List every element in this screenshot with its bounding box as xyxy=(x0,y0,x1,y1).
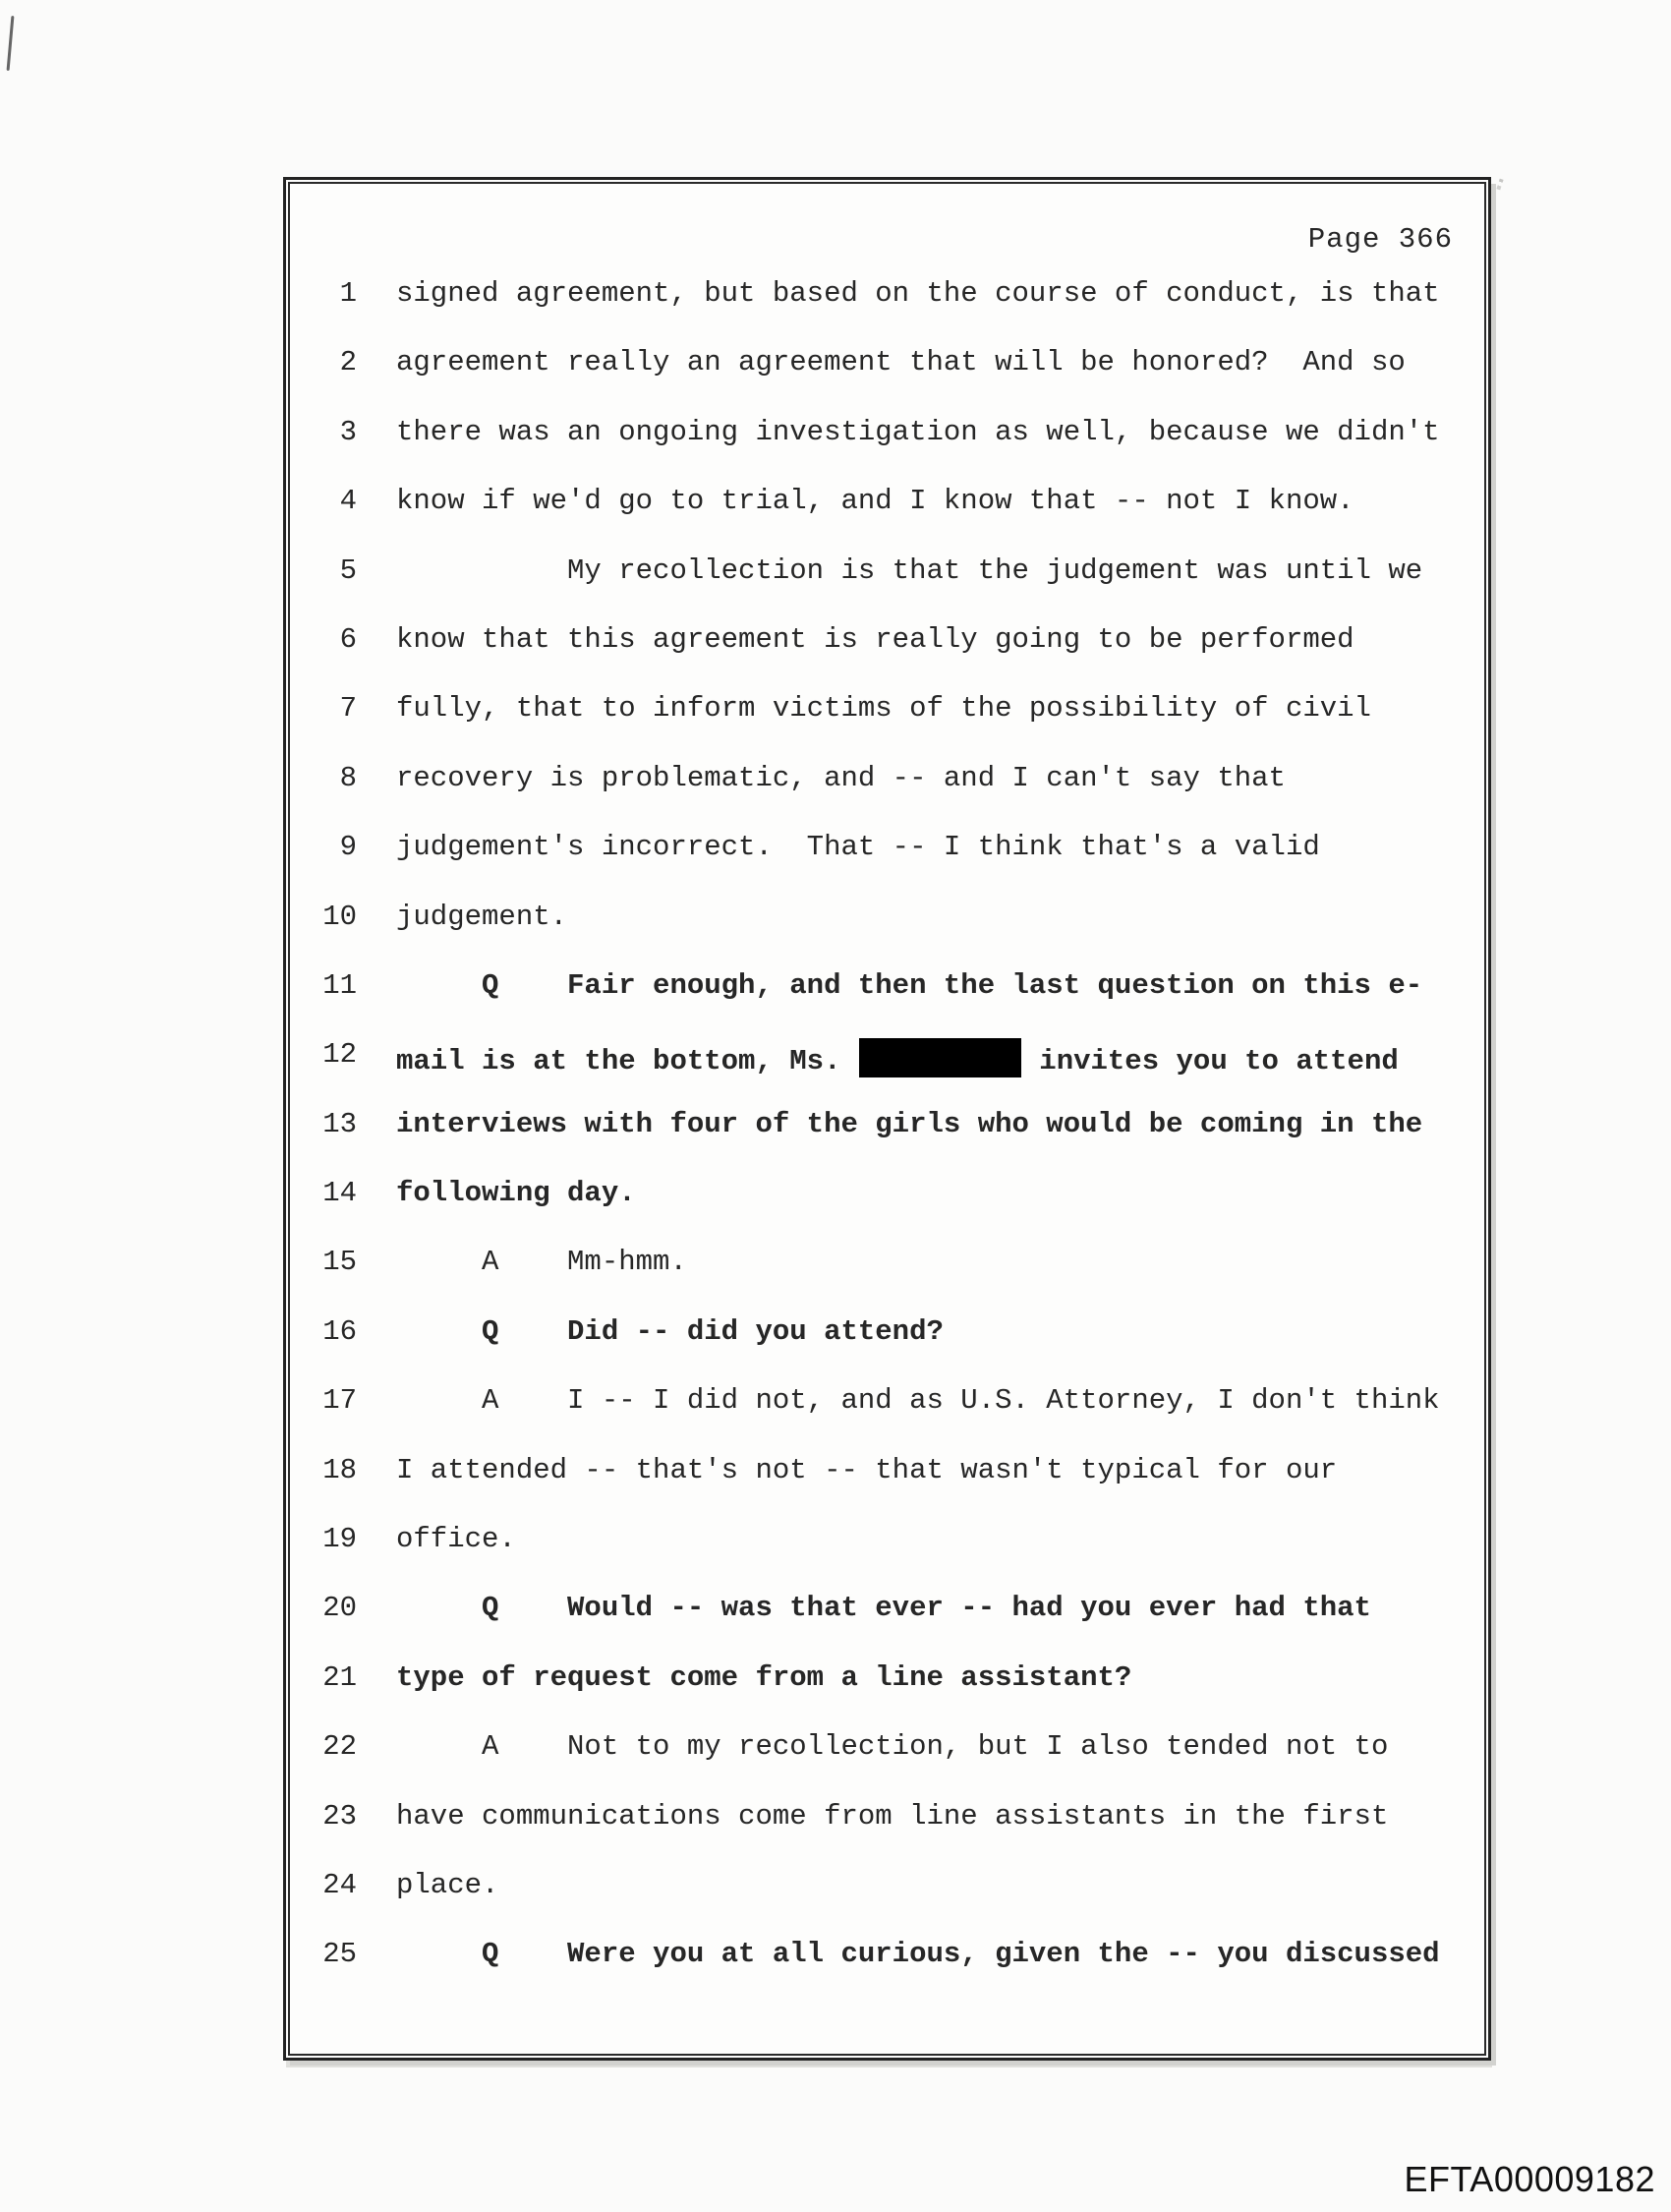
line-text: place. xyxy=(396,1868,499,1901)
line-number: 20 xyxy=(322,1592,357,1625)
line-number: 3 xyxy=(339,415,357,448)
transcript-line xyxy=(289,1177,1485,1246)
line-text: A Mm-hmm. xyxy=(396,1246,687,1279)
line-number: 8 xyxy=(339,761,357,794)
line-number: 16 xyxy=(322,1314,357,1348)
transcript-line xyxy=(289,277,1485,346)
line-text: I attended -- that's not -- that wasn't typical for our xyxy=(396,1453,1338,1486)
transcript-line xyxy=(289,1384,1485,1453)
transcript-line xyxy=(289,1800,1485,1869)
line-number: 17 xyxy=(322,1384,357,1418)
line-text: mail is at the bottom, Ms. invites you to attend xyxy=(396,1038,1399,1078)
line-number: 5 xyxy=(339,553,357,587)
transcript-line xyxy=(289,1730,1485,1799)
line-text: Q Were you at all curious, given the -- you discussed xyxy=(396,1938,1440,1971)
transcript-line xyxy=(289,831,1485,900)
line-number: 9 xyxy=(339,831,357,864)
transcript-line xyxy=(289,554,1485,623)
line-text: A I -- I did not, and as U.S. Attorney, I don't think xyxy=(396,1384,1440,1418)
line-number: 12 xyxy=(322,1038,357,1072)
line-number: 4 xyxy=(339,485,357,518)
line-number: 6 xyxy=(339,622,357,656)
line-text: judgement's incorrect. That -- I think that's a valid xyxy=(396,831,1320,864)
line-text: interviews with four of the girls who would be coming in the xyxy=(396,1107,1423,1140)
transcript-line xyxy=(289,1246,1485,1314)
transcript-line xyxy=(289,416,1485,485)
line-number: 23 xyxy=(322,1799,357,1833)
transcript-page-frame xyxy=(283,177,1491,2061)
line-number: 2 xyxy=(339,346,357,379)
transcript-line xyxy=(289,1038,1485,1107)
transcript-line xyxy=(289,1523,1485,1592)
line-text: type of request come from a line assistant? xyxy=(396,1660,1132,1694)
line-text: Q Would -- was that ever -- had you ever had that xyxy=(396,1592,1371,1625)
line-text: My recollection is that the judgement was until we xyxy=(396,553,1423,587)
line-text: know if we'd go to trial, and I know that -- not I know. xyxy=(396,485,1354,518)
line-text: Q Did -- did you attend? xyxy=(396,1314,944,1348)
line-number: 1 xyxy=(339,277,357,310)
transcript-line xyxy=(289,1108,1485,1177)
line-text: judgement. xyxy=(396,900,568,933)
transcript-line xyxy=(289,1938,1485,2007)
scan-speck xyxy=(1496,179,1503,191)
line-text: A Not to my recollection, but I also tended not to xyxy=(396,1730,1389,1764)
line-number: 7 xyxy=(339,692,357,726)
line-number: 14 xyxy=(322,1177,357,1210)
transcript-line xyxy=(289,1592,1485,1660)
transcript-line xyxy=(289,1454,1485,1523)
line-number: 15 xyxy=(322,1246,357,1279)
redaction-box xyxy=(859,1038,1021,1077)
line-text: fully, that to inform victims of the possibility of civil xyxy=(396,692,1371,726)
line-number: 10 xyxy=(322,900,357,933)
transcript-line xyxy=(289,762,1485,831)
line-number: 11 xyxy=(322,968,357,1002)
line-number: 13 xyxy=(322,1107,357,1140)
line-number: 19 xyxy=(322,1523,357,1556)
transcript-line xyxy=(289,1661,1485,1730)
pen-mark xyxy=(7,16,15,71)
line-number: 18 xyxy=(322,1453,357,1486)
transcript-line xyxy=(289,1315,1485,1384)
line-text: know that this agreement is really going to be performed xyxy=(396,622,1354,656)
line-number: 21 xyxy=(322,1660,357,1694)
transcript-line xyxy=(289,485,1485,553)
line-text: there was an ongoing investigation as well, because we didn't xyxy=(396,415,1440,448)
line-number: 24 xyxy=(322,1868,357,1901)
line-text: following day. xyxy=(396,1177,636,1210)
line-text: signed agreement, but based on the course of conduct, is that xyxy=(396,277,1440,310)
transcript-line xyxy=(289,346,1485,415)
transcript-line xyxy=(289,1869,1485,1938)
line-text: recovery is problematic, and -- and I can't say that xyxy=(396,761,1286,794)
bates-stamp: EFTA00009182 xyxy=(1404,2159,1655,2199)
line-number: 22 xyxy=(322,1730,357,1764)
transcript-line xyxy=(289,969,1485,1038)
line-text: Q Fair enough, and then the last question on this e- xyxy=(396,968,1423,1002)
line-text: have communications come from line assistants in the first xyxy=(396,1799,1389,1833)
line-text: agreement really an agreement that will be honored? And so xyxy=(396,346,1406,379)
line-number: 25 xyxy=(322,1938,357,1971)
page-number-label: Page 366 xyxy=(1307,223,1453,256)
line-text: office. xyxy=(396,1523,516,1556)
transcript-lines xyxy=(289,277,1485,2008)
transcript-line xyxy=(289,692,1485,761)
transcript-line xyxy=(289,901,1485,969)
transcript-line xyxy=(289,623,1485,692)
